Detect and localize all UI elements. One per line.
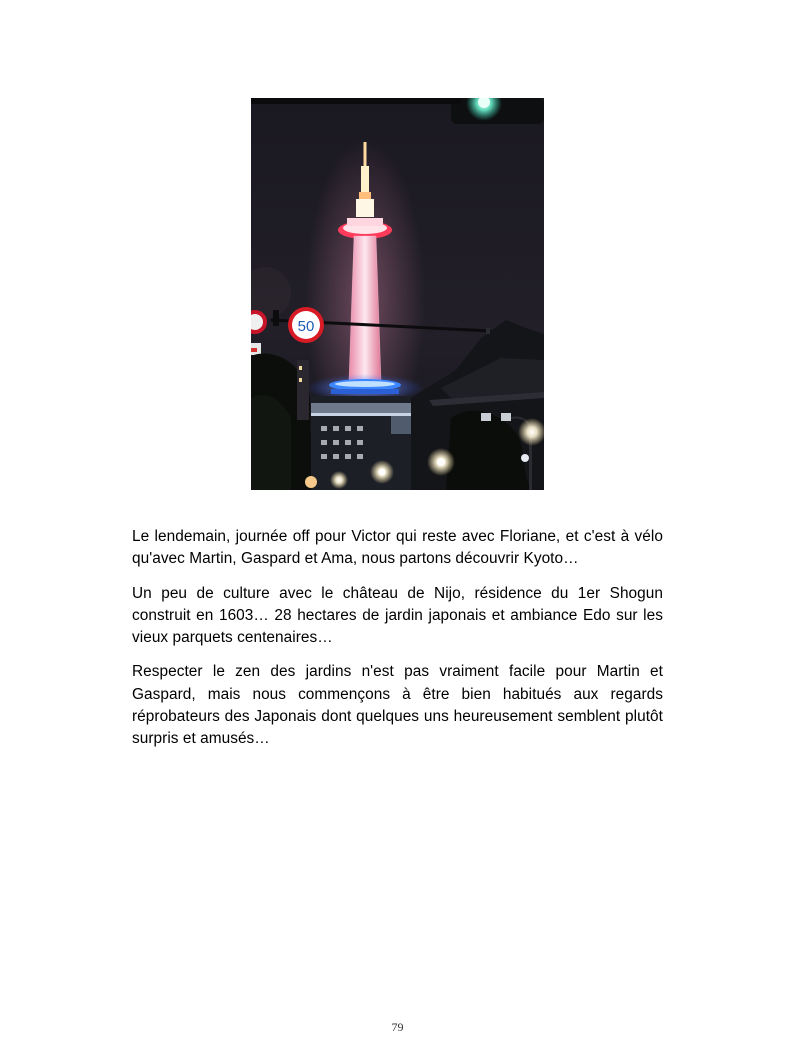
- page-number: 79: [391, 1020, 404, 1034]
- paragraph-3: Respecter le zen des jardins n'est pas vraiment facile pour Martin et Gaspard, mais nous commençons à être bien habitués aux regards réprobateurs des Japonais dont quelques uns heureusement semblent plutôt surpris et amusés…: [132, 663, 663, 748]
- paragraph-1: Le lendemain, journée off pour Victor qui reste avec Floriane, et c'est à vélo qu'avec Martin, Gaspard et Ama, nous partons découvrir Kyoto…: [132, 528, 663, 568]
- kyoto-tower-photo: [251, 98, 544, 490]
- paragraph-2: Un peu de culture avec le château de Nijo, résidence du 1er Shogun construit en 1603… 28 hectares de jardin japonais et ambiance Edo sur les vieux parquets centenaires…: [132, 584, 663, 647]
- speed-limit-sign: 50: [297, 318, 315, 335]
- article-text: [132, 526, 663, 763]
